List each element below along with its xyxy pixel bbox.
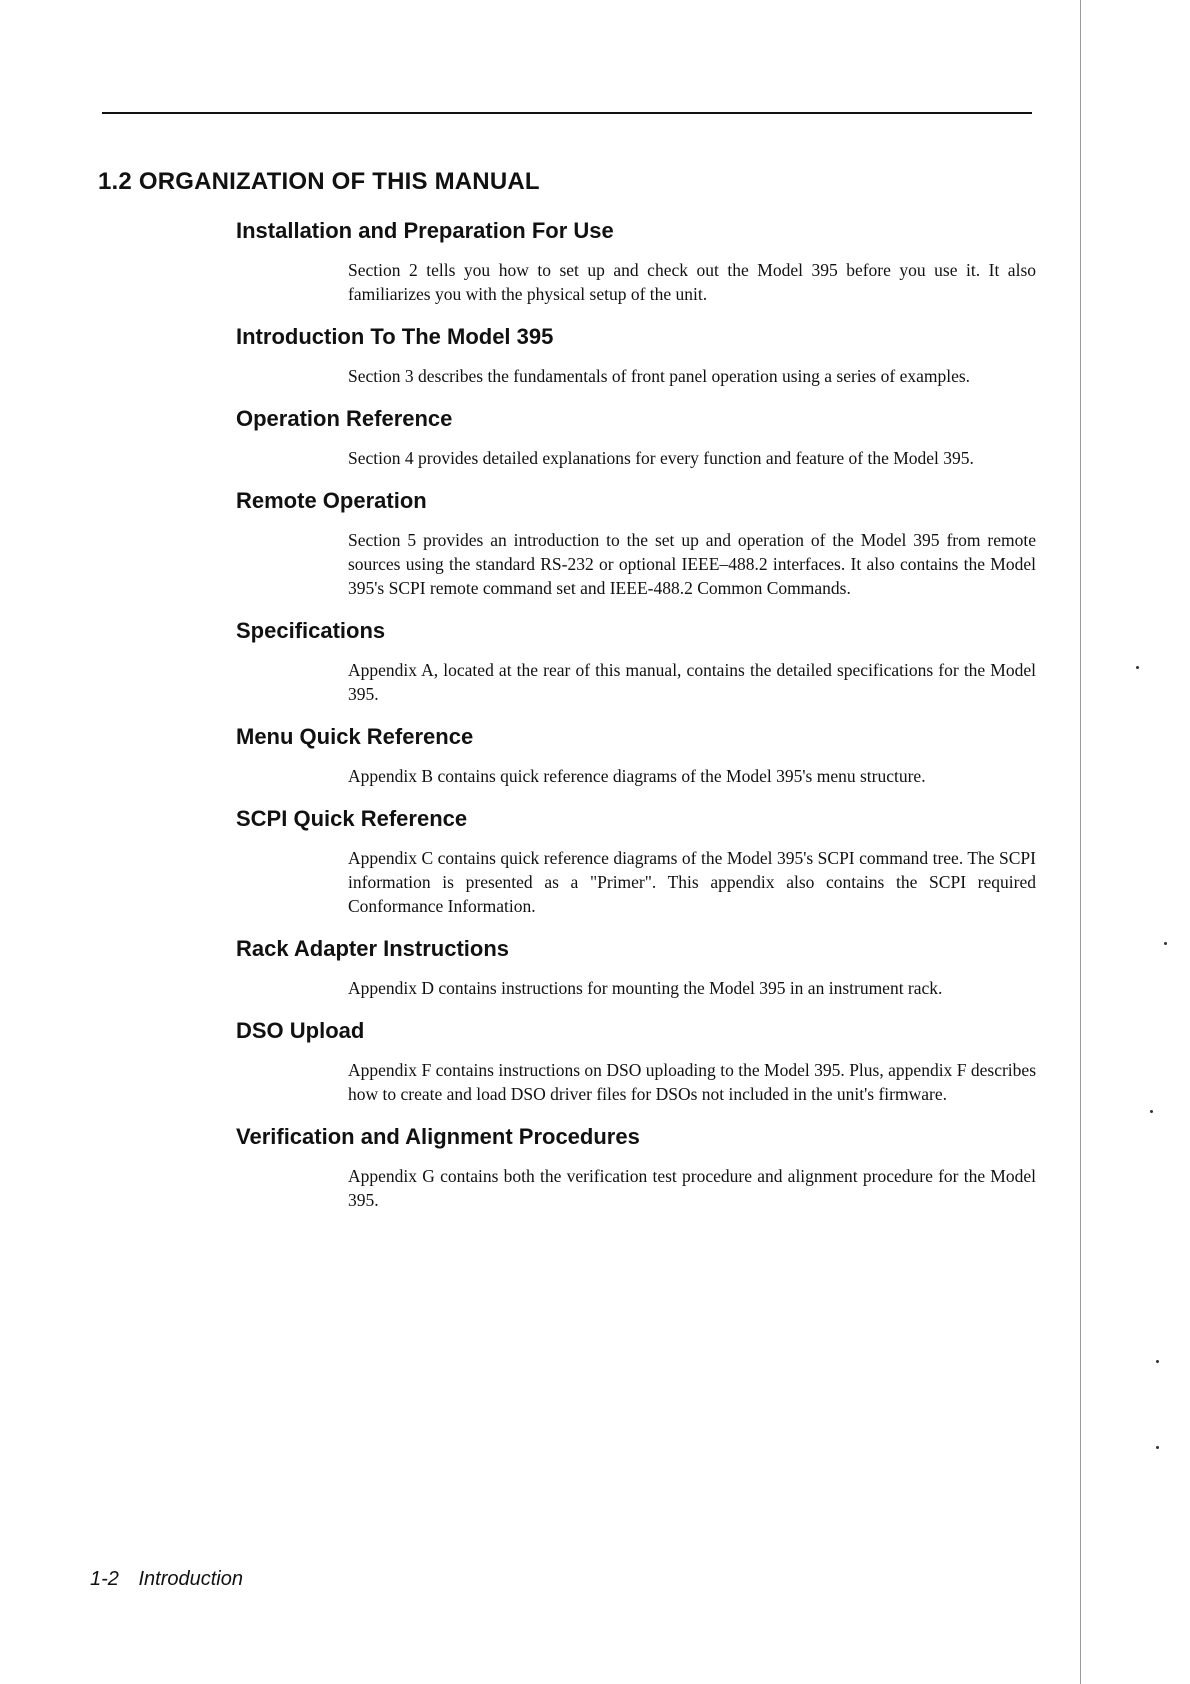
entry-dso-upload (236, 1018, 1036, 1106)
entry-description: Section 5 provides an introduction to the set up and operation of the Model 395 from remote sources using the standard RS-232 or optional IEEE–488.2 interfaces. It also contains the Model 395's SCPI remote command set and IEEE-488.2 Common Commands. (348, 530, 1036, 598)
entry-introduction (236, 324, 1036, 388)
section-title: 1.2 ORGANIZATION OF THIS MANUAL (98, 168, 540, 195)
chapter-name: Introduction (138, 1568, 243, 1590)
entry-scpi-quick-reference (236, 806, 1036, 918)
entry-description: Appendix F contains instructions on DSO uploading to the Model 395. Plus, appendix F describes how to create and load DSO driver files for DSOs not included in the unit's firmware. (348, 1060, 1036, 1104)
page-number: 1-2 (90, 1568, 119, 1590)
entry-description: Appendix D contains instructions for mounting the Model 395 in an instrument rack. (348, 978, 943, 998)
entry-heading: Installation and Preparation For Use (236, 218, 614, 243)
entry-heading: Operation Reference (236, 406, 453, 431)
entry-remote-operation (236, 488, 1036, 600)
page-footer (90, 1568, 243, 1591)
entry-heading: Introduction To The Model 395 (236, 324, 554, 349)
entry-heading: Menu Quick Reference (236, 724, 474, 749)
entry-rack-adapter (236, 936, 1036, 1000)
entry-description: Appendix A, located at the rear of this manual, contains the detailed specifications for the Model 395. (348, 660, 1036, 704)
entry-operation-reference (236, 406, 1036, 470)
entry-description: Section 4 provides detailed explanations for every function and feature of the Model 395. (348, 448, 974, 468)
entry-heading: Remote Operation (236, 488, 427, 513)
entry-verification-alignment (236, 1124, 1036, 1212)
header-rule (102, 112, 1032, 114)
entry-heading: Specifications (236, 618, 386, 643)
entry-installation (236, 218, 1036, 306)
entry-menu-quick-reference (236, 724, 1036, 788)
entry-heading: SCPI Quick Reference (236, 806, 468, 831)
entry-specifications (236, 618, 1036, 706)
manual-organization-list (236, 218, 1036, 1230)
scan-speck (1150, 1110, 1153, 1113)
entry-description: Appendix C contains quick reference diagrams of the Model 395's SCPI command tree. The SCPI information is presented as a "Primer". This appendix also contains the SCPI required Conformance Information. (348, 848, 1036, 916)
scan-speck (1156, 1360, 1159, 1363)
entry-heading: DSO Upload (236, 1018, 365, 1043)
scan-speck (1136, 666, 1139, 669)
page-edge-line (1080, 0, 1081, 1684)
entry-heading: Rack Adapter Instructions (236, 936, 510, 961)
entry-heading: Verification and Alignment Procedures (236, 1124, 640, 1149)
scan-speck (1164, 942, 1167, 945)
entry-description: Section 3 describes the fundamentals of front panel operation using a series of examples. (348, 366, 971, 386)
entry-description: Appendix G contains both the verification test procedure and alignment procedure for the Model 395. (348, 1166, 1036, 1210)
entry-description: Section 2 tells you how to set up and check out the Model 395 before you use it. It also familiarizes you with the physical setup of the unit. (348, 260, 1036, 304)
scan-speck (1156, 1446, 1159, 1449)
entry-description: Appendix B contains quick reference diagrams of the Model 395's menu structure. (348, 766, 926, 786)
